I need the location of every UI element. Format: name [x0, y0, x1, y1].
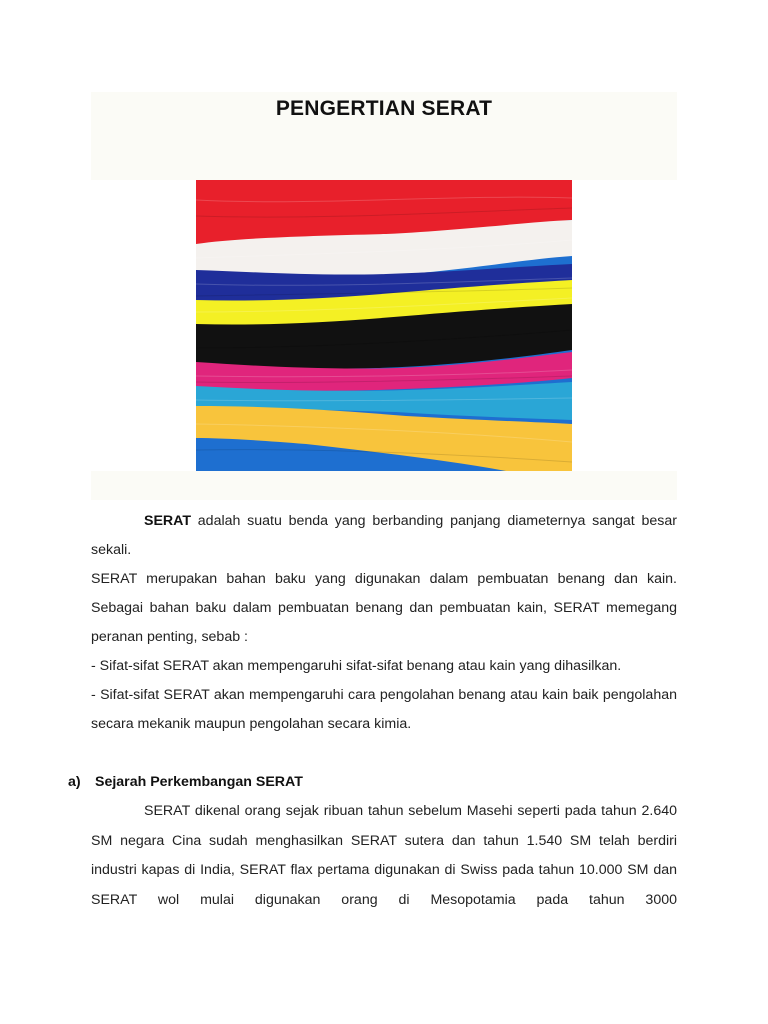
section-letter: a) — [68, 774, 81, 790]
section-title: Sejarah Perkembangan SERAT — [95, 774, 303, 790]
section-a-body — [91, 797, 677, 915]
paragraph-raw-material: SERAT merupakan bahan baku yang digunakan dalam pembuatan benang dan kain. Sebagai bahan baku dalam pembuatan benang dan pembuatan kain, SERAT memegang peranan penting, sebab : — [91, 571, 677, 645]
definition-paragraph — [91, 507, 677, 565]
definition-text: adalah suatu benda yang berbanding panjang diameternya sangat besar sekali. — [91, 513, 677, 558]
yarn-illustration — [196, 180, 572, 471]
bullet-point-2: - Sifat-sifat SERAT akan mempengaruhi cara pengolahan benang atau kain baik pengolahan secara mekanik maupun pengolahan secara kimia. — [91, 687, 677, 732]
intro-section — [91, 507, 677, 739]
colored-yarn-fibers-photo — [196, 180, 572, 471]
term-serat: SERAT — [144, 513, 192, 529]
section-a-heading — [68, 768, 678, 797]
figure-caption-area — [91, 471, 677, 500]
title-block — [91, 92, 677, 180]
history-paragraph: SERAT dikenal orang sejak ribuan tahun sebelum Masehi seperti pada tahun 2.640 SM negara Cina sudah menghasilkan SERAT sutera dan tahun 1.540 SM telah berdiri industri kapas di India, SERAT flax pertama digunakan di Swiss pada tahun 10.000 SM dan SERAT wol mulai digunakan orang di Mesopotamia pada tahun 3000 — [91, 803, 677, 908]
bullet-point-1: - Sifat-sifat SERAT akan mempengaruhi sifat-sifat benang atau kain yang dihasilkan. — [91, 658, 622, 674]
page-title: PENGERTIAN SERAT — [275, 97, 493, 120]
